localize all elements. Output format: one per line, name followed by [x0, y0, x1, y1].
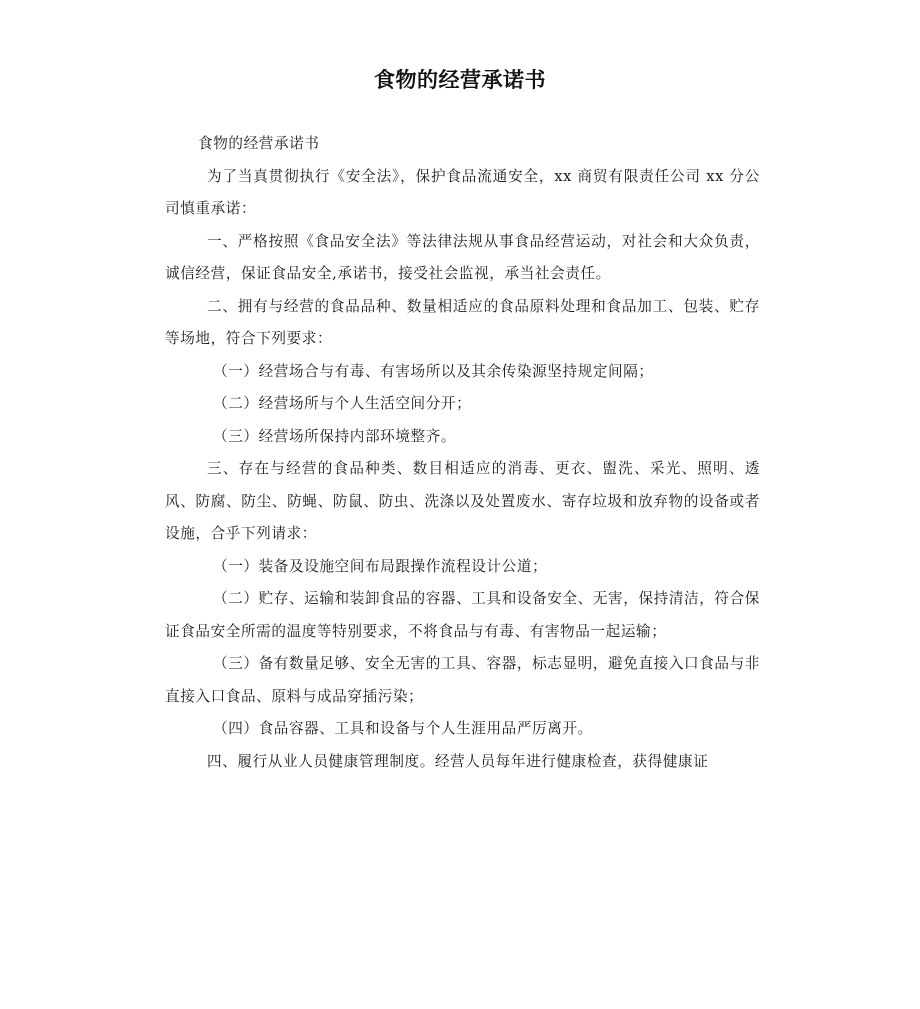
paragraph-item-1: 一、严格按照《食品安全法》等法律法规从事食品经营运动，对社会和大众负责，诚信经营，保证食品安全,承诺书，接受社会监视，承当社会责任。 — [165, 232, 760, 282]
paragraph-intro: 为了当真贯彻执行《安全法》，保护食品流通安全，xx 商贸有限责任公司 xx 分公司慎重承诺： — [165, 167, 760, 217]
document-body — [165, 128, 760, 778]
paragraph-item-2-sub-3: （三）经营场所保持内部环境整齐。 — [213, 427, 457, 445]
paragraph-item-3-sub-4: （四）食品容器、工具和设备与个人生涯用品严厉离开。 — [213, 720, 593, 737]
paragraph-subtitle: 食物的经营承诺书 — [198, 135, 320, 152]
paragraph-item-2-sub-1: （一）经营场合与有毒、有害场所以及其余传染源坚持规定间隔； — [213, 362, 654, 380]
paragraph-item-2-sub-2: （二）经营场所与个人生活空间分开； — [213, 395, 472, 412]
paragraph-item-3-sub-1: （一）装备及设施空间布局跟操作流程设计公道； — [213, 557, 548, 575]
paragraph-item-4: 四、履行从业人员健康管理制度。经营人员每年进行健康检查，获得健康证 — [207, 752, 709, 770]
paragraph-item-2: 二、拥有与经营的食品品种、数量相适应的食品原料处理和食品加工、包装、贮存等场地，符合下列要求： — [165, 297, 760, 347]
paragraph-item-3-sub-3: （三）备有数量足够、安全无害的工具、容器，标志显明，避免直接入口食品与非直接入口食品、原料与成品穿插污染； — [165, 655, 760, 705]
document-title: 食物的经营承诺书 — [374, 68, 546, 92]
paragraph-item-3-sub-2: （二）贮存、运输和装卸食品的容器、工具和设备安全、无害，保持清洁，符合保证食品安全所需的温度等特别要求，不将食品与有毒、有害物品一起运输； — [165, 590, 760, 640]
paragraph-item-3: 三、存在与经营的食品种类、数目相适应的消毒、更衣、盥洗、采光、照明、透风、防腐、防尘、防蝇、防鼠、防虫、洗涤以及处置废水、寄存垃圾和放弃物的设备或者设施，合乎下列请求： — [165, 460, 760, 542]
